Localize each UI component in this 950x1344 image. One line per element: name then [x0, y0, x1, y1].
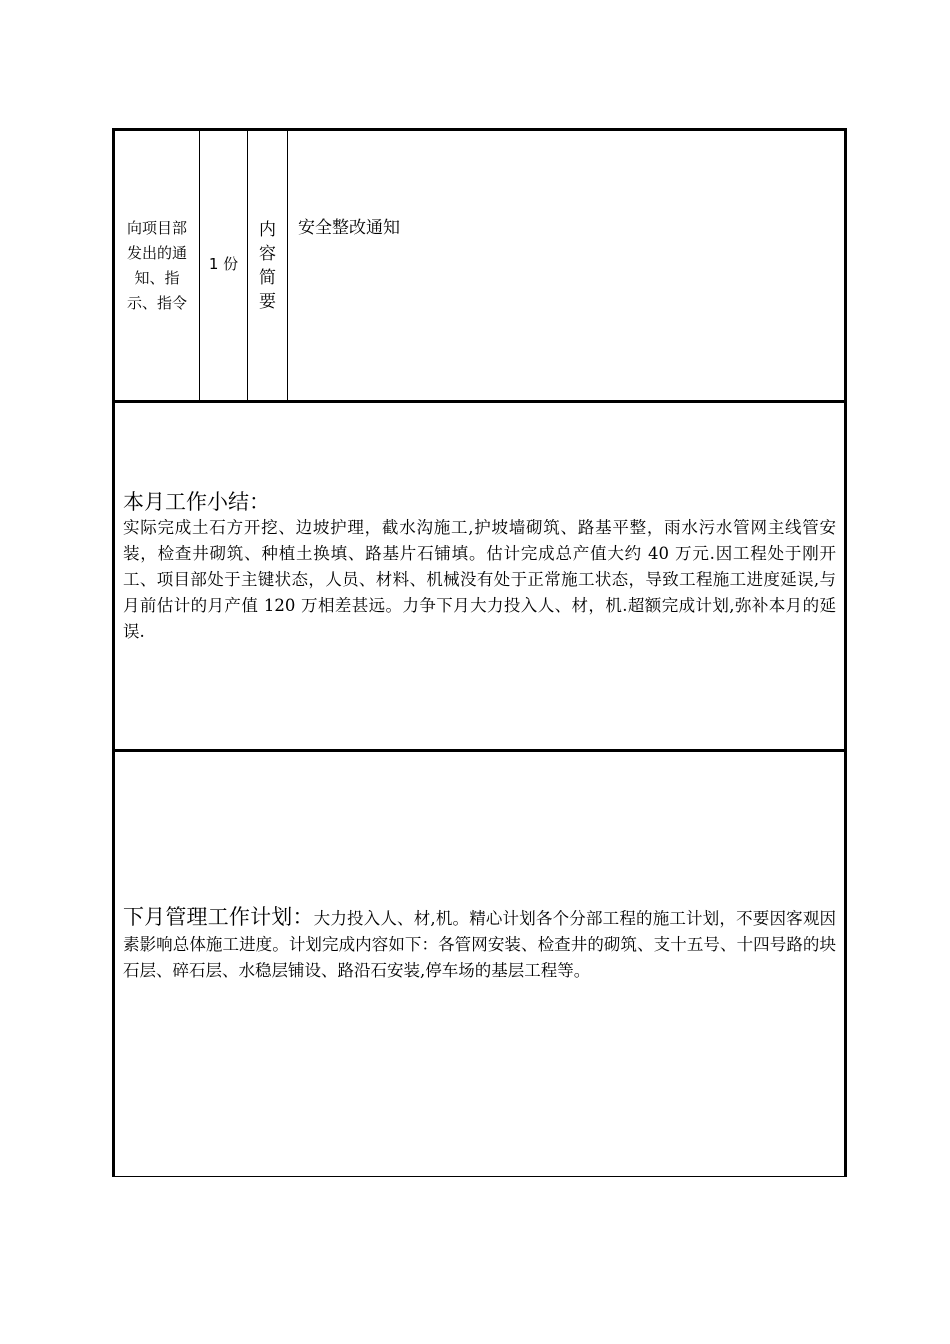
notice-label-line: 示、指令 — [126, 293, 187, 312]
notice-label-line: 发出的通 — [126, 243, 187, 262]
next-month-plan-paragraph — [123, 904, 836, 984]
content-summary-label-cell — [248, 130, 288, 402]
content-summary-value: 安全整改通知 — [298, 218, 400, 238]
monthly-summary-cell — [114, 402, 846, 751]
content-summary-label-char: 简 — [259, 267, 276, 288]
next-month-plan-cell — [114, 751, 846, 1177]
notice-label-line: 知、指 — [134, 268, 180, 287]
monthly-summary-heading: 本月工作小结： — [123, 490, 270, 514]
notice-label-line: 向项目部 — [126, 218, 187, 237]
monthly-summary-body: 实际完成土石方开挖、边坡护理，截水沟施工,护坡墙砌筑、路基平整，雨水污水管网主线管安装，检查井砌筑、种植土换填、路基片石铺填。估计完成总产值大约 40 万元.因工程处于刚开工、项目部处于主键状态，人员、材料、机械没有处于正常施工状态，导致工程施工进度延误,与月前估计的月产值 120 万相差甚远。力争下月大力投入人、材，机.超额完成计划,弥补本月的延误. — [123, 518, 836, 641]
notice-label-cell — [114, 130, 200, 402]
content-summary-label-char: 容 — [259, 243, 276, 264]
next-month-plan-heading: 下月管理工作计划： — [123, 905, 314, 929]
content-summary-label-char: 要 — [259, 291, 276, 312]
report-table — [112, 128, 847, 1177]
monthly-summary-row — [114, 402, 846, 751]
notice-row — [114, 130, 846, 402]
notice-count: 1 份 — [208, 255, 239, 273]
content-summary-label-char: 内 — [259, 219, 276, 240]
next-month-plan-body: 大力投入人、材,机。精心计划各个分部工程的施工计划，不要因客观因素影响总体施工进度。计划完成内容如下：各管网安装、检查井的砌筑、支十五号、十四号路的块石层、碎石层、水稳层铺设、路沿石安装,停车场的基层工程等。 — [123, 909, 837, 980]
next-month-plan-row — [114, 751, 846, 1177]
notice-count-cell — [200, 130, 248, 402]
content-summary-value-cell — [288, 130, 846, 402]
